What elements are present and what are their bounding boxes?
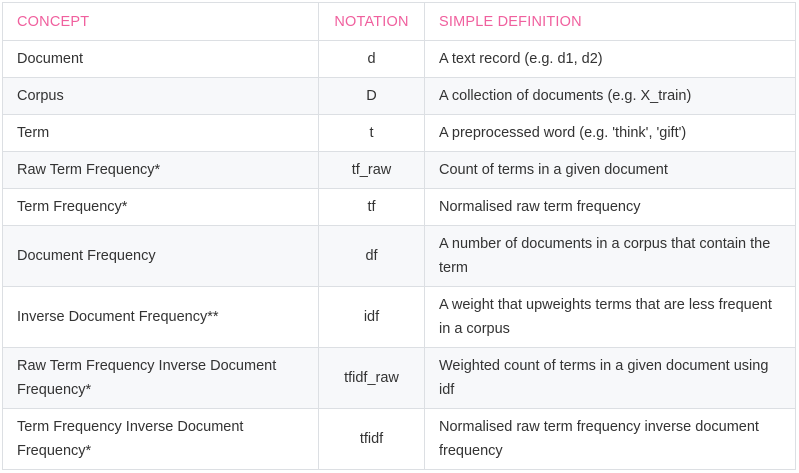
notation-cell: d [319,41,425,78]
glossary-table [2,2,796,470]
table-row [3,189,796,226]
definition-cell: A number of documents in a corpus that contain the term [425,226,796,287]
notation-cell: t [319,115,425,152]
header-row [3,3,796,41]
concept-cell: Inverse Document Frequency** [3,287,319,348]
concept-cell: Document Frequency [3,226,319,287]
table-row [3,409,796,470]
notation-cell: idf [319,287,425,348]
notation-cell: tfidf_raw [319,348,425,409]
header-concept: CONCEPT [3,3,319,41]
notation-cell: tfidf [319,409,425,470]
definition-cell: Normalised raw term frequency [425,189,796,226]
definition-cell: A preprocessed word (e.g. 'think', 'gift') [425,115,796,152]
table-row [3,226,796,287]
notation-cell: tf_raw [319,152,425,189]
concept-cell: Document [3,41,319,78]
concept-cell: Term [3,115,319,152]
definition-cell: A collection of documents (e.g. X_train) [425,78,796,115]
concept-cell: Corpus [3,78,319,115]
concept-cell: Raw Term Frequency* [3,152,319,189]
notation-cell: df [319,226,425,287]
table-row [3,287,796,348]
table-row [3,115,796,152]
table-row [3,41,796,78]
definition-cell: A text record (e.g. d1, d2) [425,41,796,78]
definition-cell: Count of terms in a given document [425,152,796,189]
table-row [3,348,796,409]
table-row [3,78,796,115]
notation-cell: D [319,78,425,115]
definition-cell: A weight that upweights terms that are less frequent in a corpus [425,287,796,348]
concept-cell: Raw Term Frequency Inverse Document Frequency* [3,348,319,409]
definition-cell: Normalised raw term frequency inverse document frequency [425,409,796,470]
definition-cell: Weighted count of terms in a given document using idf [425,348,796,409]
header-notation: NOTATION [319,3,425,41]
concept-cell: Term Frequency Inverse Document Frequency* [3,409,319,470]
table-row [3,152,796,189]
notation-cell: tf [319,189,425,226]
header-definition: SIMPLE DEFINITION [425,3,796,41]
concept-cell: Term Frequency* [3,189,319,226]
